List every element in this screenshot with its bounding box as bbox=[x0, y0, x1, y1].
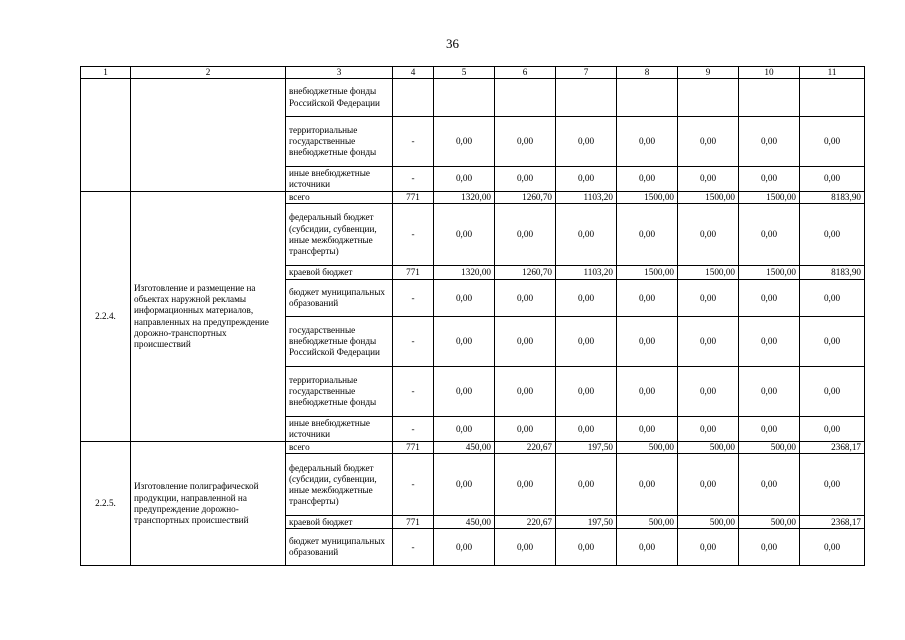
value-cell: 0,00 bbox=[617, 317, 678, 367]
column-number: 7 bbox=[556, 67, 617, 79]
value-cell: 0,00 bbox=[739, 317, 800, 367]
code-cell: - bbox=[393, 280, 434, 317]
value-cell: 0,00 bbox=[739, 167, 800, 192]
value-cell: 0,00 bbox=[617, 417, 678, 442]
source-label: бюджет муниципальных образований bbox=[286, 529, 393, 566]
value-cell: 0,00 bbox=[495, 167, 556, 192]
source-label: всего bbox=[286, 442, 393, 454]
value-cell: 0,00 bbox=[556, 317, 617, 367]
column-number: 6 bbox=[495, 67, 556, 79]
value-cell: 197,50 bbox=[556, 516, 617, 529]
value-cell: 0,00 bbox=[739, 280, 800, 317]
value-cell: 500,00 bbox=[739, 516, 800, 529]
value-cell: 0,00 bbox=[434, 204, 495, 266]
value-cell: 0,00 bbox=[495, 204, 556, 266]
column-number: 1 bbox=[81, 67, 131, 79]
value-cell bbox=[678, 79, 739, 117]
value-cell: 2368,17 bbox=[800, 442, 865, 454]
value-cell: 450,00 bbox=[434, 442, 495, 454]
value-cell: 1103,20 bbox=[556, 266, 617, 280]
value-cell: 0,00 bbox=[556, 280, 617, 317]
value-cell: 0,00 bbox=[434, 317, 495, 367]
value-cell: 0,00 bbox=[617, 117, 678, 167]
value-cell: 0,00 bbox=[495, 454, 556, 516]
value-cell: 0,00 bbox=[495, 117, 556, 167]
value-cell: 0,00 bbox=[739, 367, 800, 417]
section-name: Изготовление и размещение на объектах наружной рекламы информационных материалов, направленных на предупреждение дорожно-транспортных происшествий bbox=[131, 192, 286, 442]
value-cell: 0,00 bbox=[556, 367, 617, 417]
code-cell: - bbox=[393, 454, 434, 516]
value-cell: 8183,90 bbox=[800, 266, 865, 280]
value-cell: 0,00 bbox=[434, 280, 495, 317]
section-number: 2.2.5. bbox=[81, 442, 131, 566]
value-cell: 0,00 bbox=[678, 317, 739, 367]
value-cell: 0,00 bbox=[678, 454, 739, 516]
column-number: 9 bbox=[678, 67, 739, 79]
code-cell: - bbox=[393, 417, 434, 442]
value-cell: 500,00 bbox=[678, 516, 739, 529]
value-cell: 0,00 bbox=[434, 417, 495, 442]
code-cell: - bbox=[393, 367, 434, 417]
value-cell bbox=[739, 79, 800, 117]
value-cell: 0,00 bbox=[800, 367, 865, 417]
value-cell: 0,00 bbox=[434, 117, 495, 167]
source-label: иные внебюджетные источники bbox=[286, 417, 393, 442]
value-cell: 0,00 bbox=[678, 280, 739, 317]
value-cell: 0,00 bbox=[800, 417, 865, 442]
code-cell: 771 bbox=[393, 192, 434, 204]
value-cell: 0,00 bbox=[495, 367, 556, 417]
value-cell bbox=[495, 79, 556, 117]
value-cell: 8183,90 bbox=[800, 192, 865, 204]
value-cell: 0,00 bbox=[617, 454, 678, 516]
value-cell: 450,00 bbox=[434, 516, 495, 529]
source-label: краевой бюджет bbox=[286, 516, 393, 529]
value-cell: 1260,70 bbox=[495, 266, 556, 280]
value-cell: 1500,00 bbox=[678, 266, 739, 280]
value-cell: 0,00 bbox=[739, 117, 800, 167]
value-cell: 500,00 bbox=[617, 442, 678, 454]
value-cell: 1500,00 bbox=[739, 266, 800, 280]
column-number: 4 bbox=[393, 67, 434, 79]
value-cell: 0,00 bbox=[678, 367, 739, 417]
value-cell: 0,00 bbox=[556, 529, 617, 566]
value-cell: 0,00 bbox=[800, 167, 865, 192]
value-cell: 500,00 bbox=[739, 442, 800, 454]
value-cell: 0,00 bbox=[739, 417, 800, 442]
source-label: федеральный бюджет (субсидии, субвенции, иные межбюджетные трансферты) bbox=[286, 454, 393, 516]
value-cell: 0,00 bbox=[739, 204, 800, 266]
value-cell: 0,00 bbox=[617, 529, 678, 566]
value-cell: 0,00 bbox=[800, 454, 865, 516]
value-cell: 500,00 bbox=[617, 516, 678, 529]
value-cell bbox=[556, 79, 617, 117]
source-label: территориальные государственные внебюджетные фонды bbox=[286, 367, 393, 417]
source-label: государственные внебюджетные фонды Российской Федерации bbox=[286, 317, 393, 367]
value-cell: 0,00 bbox=[617, 204, 678, 266]
value-cell: 0,00 bbox=[495, 317, 556, 367]
code-cell: 771 bbox=[393, 516, 434, 529]
code-cell: - bbox=[393, 529, 434, 566]
code-cell: - bbox=[393, 167, 434, 192]
value-cell: 220,67 bbox=[495, 442, 556, 454]
value-cell: 0,00 bbox=[434, 367, 495, 417]
value-cell: 0,00 bbox=[739, 454, 800, 516]
column-number: 10 bbox=[739, 67, 800, 79]
code-cell: 771 bbox=[393, 442, 434, 454]
value-cell bbox=[800, 79, 865, 117]
value-cell: 1320,00 bbox=[434, 192, 495, 204]
value-cell: 0,00 bbox=[434, 529, 495, 566]
value-cell: 0,00 bbox=[678, 529, 739, 566]
value-cell: 0,00 bbox=[556, 167, 617, 192]
source-label: федеральный бюджет (субсидии, субвенции, иные межбюджетные трансферты) bbox=[286, 204, 393, 266]
empty-name-cell bbox=[131, 79, 286, 192]
empty-number-cell bbox=[81, 79, 131, 192]
value-cell: 1500,00 bbox=[617, 192, 678, 204]
code-cell: - bbox=[393, 117, 434, 167]
column-number: 8 bbox=[617, 67, 678, 79]
value-cell: 0,00 bbox=[556, 454, 617, 516]
value-cell: 0,00 bbox=[678, 204, 739, 266]
table-row bbox=[81, 192, 865, 204]
table-row bbox=[81, 79, 865, 117]
value-cell: 1260,70 bbox=[495, 192, 556, 204]
column-number: 5 bbox=[434, 67, 495, 79]
value-cell: 1103,20 bbox=[556, 192, 617, 204]
code-cell: 771 bbox=[393, 266, 434, 280]
code-cell: - bbox=[393, 317, 434, 367]
value-cell: 1500,00 bbox=[678, 192, 739, 204]
value-cell: 0,00 bbox=[617, 280, 678, 317]
value-cell: 1500,00 bbox=[617, 266, 678, 280]
value-cell: 0,00 bbox=[800, 280, 865, 317]
value-cell: 0,00 bbox=[617, 167, 678, 192]
source-label: территориальные государственные внебюджетные фонды bbox=[286, 117, 393, 167]
section-name: Изготовление полиграфической продукции, направленной на предупреждение дорожно-транспортных происшествий bbox=[131, 442, 286, 566]
source-label: иные внебюджетные источники bbox=[286, 167, 393, 192]
value-cell: 0,00 bbox=[556, 417, 617, 442]
value-cell: 0,00 bbox=[678, 417, 739, 442]
value-cell: 220,67 bbox=[495, 516, 556, 529]
source-label: всего bbox=[286, 192, 393, 204]
column-number: 3 bbox=[286, 67, 393, 79]
value-cell: 0,00 bbox=[739, 529, 800, 566]
value-cell: 0,00 bbox=[800, 317, 865, 367]
value-cell: 0,00 bbox=[800, 204, 865, 266]
source-label: бюджет муниципальных образований bbox=[286, 280, 393, 317]
source-label: краевой бюджет bbox=[286, 266, 393, 280]
value-cell: 0,00 bbox=[678, 117, 739, 167]
value-cell bbox=[617, 79, 678, 117]
section-number: 2.2.4. bbox=[81, 192, 131, 442]
value-cell: 0,00 bbox=[495, 280, 556, 317]
code-cell bbox=[393, 79, 434, 117]
value-cell: 0,00 bbox=[434, 454, 495, 516]
value-cell: 0,00 bbox=[434, 167, 495, 192]
value-cell: 0,00 bbox=[556, 204, 617, 266]
column-number: 2 bbox=[131, 67, 286, 79]
budget-table bbox=[80, 66, 865, 566]
column-number: 11 bbox=[800, 67, 865, 79]
value-cell: 1500,00 bbox=[739, 192, 800, 204]
value-cell: 0,00 bbox=[678, 167, 739, 192]
value-cell: 0,00 bbox=[617, 367, 678, 417]
value-cell: 0,00 bbox=[495, 529, 556, 566]
source-label: внебюджетные фонды Российской Федерации bbox=[286, 79, 393, 117]
table-row bbox=[81, 442, 865, 454]
value-cell: 2368,17 bbox=[800, 516, 865, 529]
page-number: 36 bbox=[446, 36, 459, 51]
value-cell: 0,00 bbox=[800, 117, 865, 167]
code-cell: - bbox=[393, 204, 434, 266]
value-cell: 0,00 bbox=[800, 529, 865, 566]
value-cell: 0,00 bbox=[556, 117, 617, 167]
value-cell bbox=[434, 79, 495, 117]
value-cell: 500,00 bbox=[678, 442, 739, 454]
value-cell: 0,00 bbox=[495, 417, 556, 442]
value-cell: 1320,00 bbox=[434, 266, 495, 280]
column-number-row bbox=[81, 67, 865, 79]
value-cell: 197,50 bbox=[556, 442, 617, 454]
